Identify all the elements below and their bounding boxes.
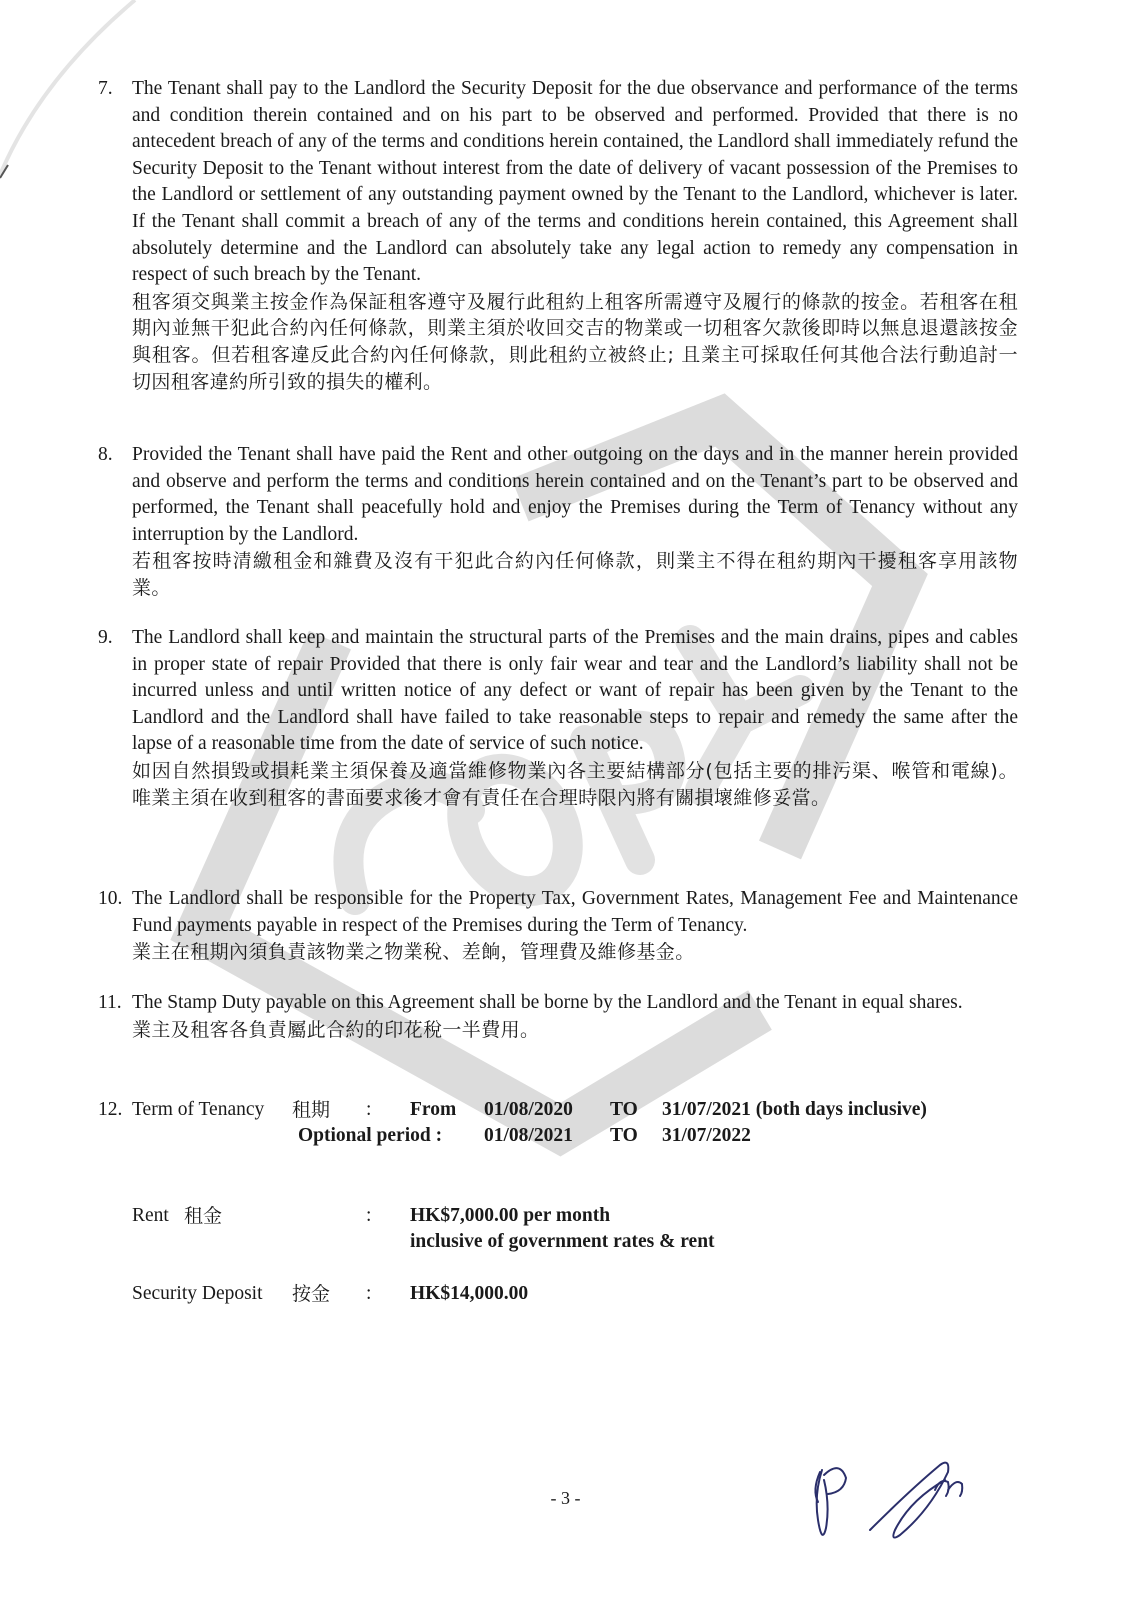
clause-11 <box>98 990 1018 1043</box>
to-date: 31/07/2021 (both days inclusive) <box>662 1099 927 1120</box>
clause-7 <box>98 76 1018 395</box>
clause-english-text: The Landlord shall be responsible for the Property Tax, Government Rates, Management Fee and Maintenance Fund payments payable in respect of the Premises during the Term of Tenancy. <box>132 888 1018 936</box>
rent-label: Rent <box>132 1205 169 1226</box>
rent-value: HK$7,000.00 per month <box>410 1205 611 1226</box>
optional-to-date: 31/07/2022 <box>662 1125 751 1146</box>
deposit-line <box>98 1281 998 1307</box>
clause-english-text: Provided the Tenant shall have paid the Rent and other outgoing on the days and in the manner herein provided and observe and perform the terms and conditions herein contained and on the Tenant’s part to be observed and performed, the Tenant shall peacefully hold and enjoy the Premises during the Term of Tenancy without any interruption by the Landlord. <box>132 444 1018 545</box>
clause-english-text: The Landlord shall keep and maintain the structural parts of the Premises and the main drains, pipes and cables in proper state of repair Provided that there is only fair wear and tear and the Landlord’s liability shall not be incurred unless and until written notice of any defect or want of repair has been given by the Tenant to the Landlord and the Landlord shall have failed to take reasonable steps to repair and remedy the same after the lapse of a reasonable time from the date of service of such notice. <box>132 627 1018 755</box>
optional-period-label: Optional period : <box>298 1125 443 1146</box>
clause-8 <box>98 442 1018 602</box>
clause-english-text: The Stamp Duty payable on this Agreement shall be borne by the Landlord and the Tenant in equal shares. <box>132 992 963 1013</box>
clause-chinese-text: 業主在租期內須負責該物業之物業稅、差餉，管理費及維修基金。 <box>132 941 695 964</box>
clause-number: 8. <box>98 444 113 465</box>
signature-initials <box>800 1450 1000 1560</box>
clause-chinese-text: 如因自然損毀或損耗業主須保養及適當維修物業內各主要結構部分(包括主要的排污渠、喉管和電線)。唯業主須在收到租客的書面要求後才會有責任在合理時限內將有關損壞維修妥當。 <box>132 759 1018 809</box>
clause-number: 11. <box>98 992 122 1013</box>
term-colon: : <box>366 1099 372 1120</box>
rent-note: inclusive of government rates & rent <box>410 1231 715 1252</box>
term-label-chinese: 租期 <box>292 1099 331 1121</box>
term-row-optional <box>98 1123 998 1149</box>
deposit-colon: : <box>366 1283 372 1304</box>
clause-9 <box>98 625 1018 811</box>
to-label: TO <box>610 1099 638 1120</box>
optional-to-label: TO <box>610 1125 638 1146</box>
clause-chinese-text: 租客須交與業主按金作為保証租客遵守及履行此租約上租客所需遵守及履行的條款的按金。若租客在租期內並無干犯此合約內任何條款，則業主須於收回交吉的物業或一切租客欠款後即時以無息退還該按金與租客。但若租客違反此合約內任何條款，則此租約立被終止; 且業主可採取任何其他合法行動追討一切因租客違約所引致的損失的權利。 <box>132 290 1018 393</box>
clause-chinese-text: 若租客按時清繳租金和雜費及沒有干犯此合約內任何條款，則業主不得在租約期內干擾租客享用該物業。 <box>132 550 1018 599</box>
clause-number: 9. <box>98 627 113 648</box>
rent-colon: : <box>366 1205 372 1226</box>
clause-chinese-text: 業主及租客各負責屬此合約的印花稅一半費用。 <box>132 1018 540 1041</box>
clause-number: 10. <box>98 888 123 909</box>
clause-english-text: The Tenant shall pay to the Landlord the Security Deposit for the due observance and performance of the terms and condition therein contained and on his part to be observed and performed. Provided that there is no antecedent breach of any of the terms and conditions herein contained, the Landlord shall immediately refund the Security Deposit to the Tenant without interest from the date of delivery of vacant possession of the Premises to the Landlord or settlement of any outstanding payment owned by the Tenant to the Landlord, whichever is later. If the Tenant shall commit a breach of any of the terms and conditions herein contained, this Agreement shall absolutely determine and the Landlord can absolutely take any legal action to remedy any compensation in respect of such breach by the Tenant. <box>132 78 1018 286</box>
term-row-main <box>98 1097 998 1123</box>
deposit-label: Security Deposit <box>132 1283 263 1304</box>
clause-number: 12. <box>98 1099 123 1120</box>
page-number: - 3 - <box>550 1488 581 1508</box>
clause-number: 7. <box>98 78 113 99</box>
from-label: From <box>410 1099 457 1120</box>
rent-label-chinese: 租金 <box>184 1205 223 1227</box>
optional-from-date: 01/08/2021 <box>484 1125 573 1146</box>
deposit-label-chinese: 按金 <box>292 1283 331 1305</box>
rent-line <box>98 1203 998 1255</box>
clause-10 <box>98 886 1018 966</box>
term-label: Term of Tenancy <box>132 1099 265 1120</box>
from-date: 01/08/2020 <box>484 1099 573 1120</box>
deposit-value: HK$14,000.00 <box>410 1283 529 1304</box>
